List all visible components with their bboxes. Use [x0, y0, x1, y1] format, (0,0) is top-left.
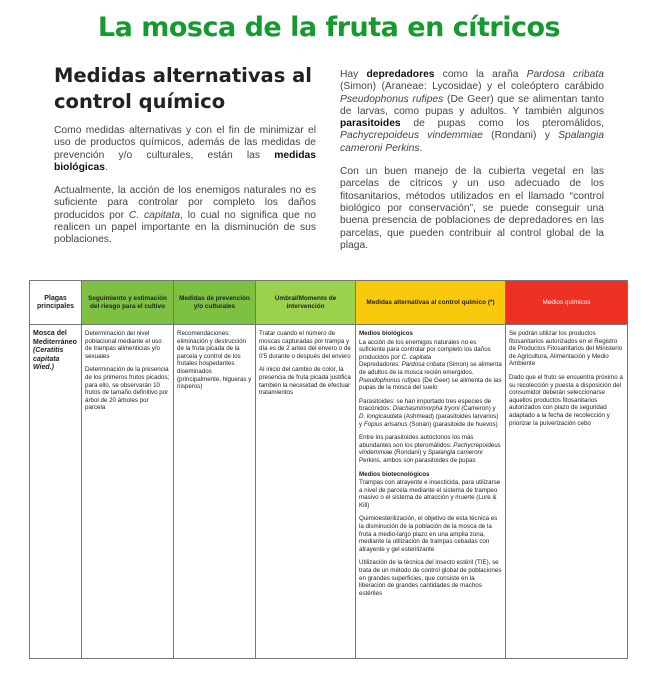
alt-bio-3-text-d: (Sonan) (parasitoide de huevos)	[409, 420, 498, 428]
alt-bio-1	[359, 339, 502, 362]
alt-bio-4-text-b: (Rondani) y	[394, 449, 427, 457]
pred-species-1: Pardosa cribata	[526, 69, 604, 80]
alt-bio-3-species-2: D. longicaudata	[359, 412, 402, 420]
intro-text: Como medidas alternativas y con el fin de minimizar el uso de productos químicos, además de las medidas de prevención y/o culturales, están las	[54, 125, 316, 161]
alt-biot-3: Utilización de la técnica del insecto estéril (TIE), se trata de un método de control global de poblaciones en grandes superficies, que consiste en la liberación de grandes cantidades de machos estériles	[359, 559, 502, 597]
seguimiento-2: Determinación de la presencia de los primeros frutos picados; para ello, se observarán 10 frutos de tamaño definitivo por árbol de 20 árboles por parcela	[85, 366, 170, 412]
pred-a3: (Simon) (Araneae: Lycosidae) y el coleóptero carábido	[340, 81, 604, 93]
alt-bio-2	[359, 361, 502, 391]
umbral-1: Tratar cuando el número de moscas capturadas por trampa y día es de 2 antes del envero o de 0'5 durante o después del envero	[259, 330, 351, 360]
predators-paragraph	[340, 69, 604, 155]
natural-enemies-paragraph	[54, 185, 316, 246]
alt-bio-4-text-c: Perkins, ambos son parasitoides de pupas	[359, 456, 476, 464]
alt-bio-2-species-2: Pseudophonus rufipes	[359, 376, 421, 384]
pred-a4: (De Geer) que se alimentan tanto de larvas, como pupas y adultos. Y también algunos	[340, 93, 604, 117]
alt-bio-3-text: Parasitoides: se han importado tres especies de bracónidos:	[359, 397, 492, 413]
cell-seguimiento	[82, 325, 174, 659]
cell-umbral	[256, 325, 356, 659]
pred-species-3: Pachycrepoideus vindemmiae	[340, 130, 483, 142]
page-title: La mosca de la fruta en cítricos	[97, 12, 561, 43]
alt-bio-2-text-c: (De Geer) se alimenta de las pupas de la mosca del suelo	[359, 376, 502, 392]
alt-bio-3-text-c: (Ashmead) (parasitoides larvarios) y	[359, 412, 499, 428]
ne-text-b: , lo cual no significa que no realicen un papel importante en la disminución de sus poblaciones.	[54, 209, 316, 246]
header-seguimiento: Seguimiento y estimación del riesgo para el cultivo	[82, 281, 174, 325]
alt-biot-title: Medios biotecnológicos	[359, 470, 430, 478]
umbral-2: Al inicio del cambio de color, la presencia de fruta picada justifica también la necesidad de efectuar tratamientos	[259, 366, 351, 397]
intro-paragraph	[54, 125, 316, 174]
left-column	[54, 125, 316, 258]
header-plagas: Plagas principales	[30, 281, 82, 325]
section-subtitle: Medidas alternativas al control químico	[54, 64, 312, 113]
pred-species-4: Spalangia cameroni Perkins	[340, 130, 604, 154]
alt-bio-2-text-b: (Simon) se alimenta de adultos de la mosca recién emergidos.	[359, 361, 502, 376]
cell-quimicos	[506, 325, 628, 659]
alt-bio-3-text-b: (Cameron) y	[461, 405, 496, 413]
right-column	[340, 69, 604, 263]
seguimiento-1: Determinación del nivel poblacional mediante el uso de trampas alimenticias y/o sexuales	[85, 330, 162, 360]
intro-bold: medidas biológicas	[54, 149, 316, 173]
alt-bio-3-species-3: Fopius arisanus	[363, 420, 408, 428]
header-alternativas: Medidas alternativas al control químico (*)	[356, 281, 506, 325]
ne-text-a: Actualmente, la acción de los enemigos naturales no es suficiente para controlar por completo los daños producidos por	[54, 185, 316, 221]
conservation-paragraph: Con un buen manejo de la cubierta vegetal en las parcelas de cítricos y un uso adecuado de los fitosanitarios, métodos utilizados en el llamado “control biológico por conservación”, se puede conseguir una buena presencia de poblaciones de depredadores en las parcelas, que pueden contribuir al control global de la plaga.	[340, 166, 604, 251]
header-umbral: Umbral/Momento de intervención	[256, 281, 356, 325]
alt-bio-4-text: Entre los parasitoides autóctonos los más abundantes son los pteromálidos:	[359, 434, 474, 449]
alt-bio-1-text: La acción de los enemigos naturales no es suficiente para controlar por completo los daños producidos por	[359, 338, 491, 361]
cell-prevencion	[174, 325, 256, 659]
ne-species: C. capitata	[128, 209, 181, 221]
pred-a6: (Rondani) y	[491, 130, 550, 142]
alt-bio-4-species-2: Spalangia cameroni	[427, 449, 483, 457]
plaga-name: Mosca del Mediterráneo	[33, 330, 77, 346]
alt-bio-1-species: C. capitata	[401, 353, 432, 361]
intro-end: .	[104, 161, 108, 173]
quim-1: Se podrán utilizar los productos fitosanitarios autorizados en el Registro de Productos Fitosanitarios del Ministerio de Agricultura, Alimentación y Medio Ambiente	[509, 330, 623, 368]
alt-bio-4-species-1: Pachycrepoideus vindemmiae	[359, 441, 501, 457]
alt-bio-3-species-1: Diachasmimorpha tryoni	[392, 405, 460, 413]
quim-2: Dado que el fruto se encuentra próximo a su recolección y puesta a disposición del consumidor deberán seleccionarse aquellos productos fitosanitarios autorizados con plazo de seguridad adaptado a la fecha de recolección y priorizar la pulverización cebo	[509, 373, 623, 427]
alt-bio-2-species-1: Pardosa cribata	[401, 361, 446, 369]
measures-table	[29, 280, 628, 659]
cell-alternativas	[356, 325, 506, 659]
pred-bold-1: depredadores	[366, 69, 435, 80]
prevencion-text: Recomendaciones: eliminación y destrucción de la fruta picada de la parcela y control de los frutales hospedantes diseminados (principalmente, higueras y nisperos)	[177, 330, 252, 391]
pred-a7: .	[419, 142, 423, 154]
alt-biot-2: Quimioesterilización, el objetivo de esta técnica es la disminución de la población de la mosca de la fruta a medio-largo plazo en una amplia zona, mediante la utilización de trampas cebadas con atrayente y gel esterilizante	[359, 515, 498, 553]
pred-a2: como la araña	[442, 69, 519, 80]
alt-bio-title: Medios biológicos	[359, 330, 413, 337]
alt-biot-1: Trampas con atrayente e insecticida, para utilizarse a nivel de parcela mediante el sistema de trampeo masivo o el sistema de atracción y muerte (Lure & Kill)	[359, 479, 501, 509]
pred-species-2: Pseudophonus rufipes	[340, 93, 444, 105]
alt-bio-4	[359, 434, 502, 464]
plaga-species: (Ceratitis capitata Wied.)	[33, 347, 64, 372]
alt-bio-2-text: Depredadores:	[359, 361, 400, 369]
pred-bold-2: parasitoides	[340, 118, 401, 130]
table-header-row	[30, 281, 628, 325]
alt-bio-3	[359, 398, 502, 428]
header-quimicos: Medios químicos	[506, 281, 628, 325]
header-prevencion: Medidas de prevención y/o culturales	[174, 281, 256, 325]
pred-a1: Hay	[340, 69, 359, 80]
cell-plaga	[30, 325, 82, 659]
pred-a5: de pupas como los pteromálidos,	[413, 118, 604, 130]
table-row	[30, 325, 628, 659]
